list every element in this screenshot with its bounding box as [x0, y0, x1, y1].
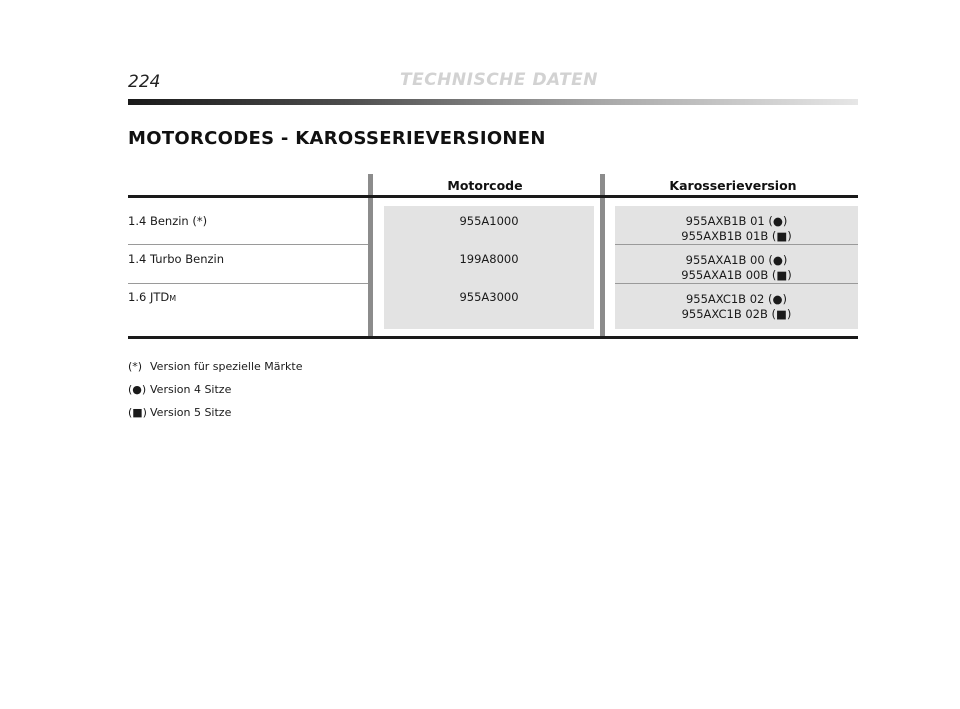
page-number: 224 — [128, 72, 161, 92]
body-version-5-seats: 955AXB1B 01B (■) — [681, 229, 792, 243]
column-divider — [600, 174, 605, 339]
table-row-engine — [128, 252, 363, 268]
footnote-symbol: (■) — [128, 406, 147, 419]
engine-suffix: M — [169, 294, 177, 303]
header-rule — [128, 99, 858, 105]
body-version-cell — [615, 253, 858, 283]
engine-label: 1.6 JTD — [128, 290, 170, 304]
footnote-5-seats — [128, 406, 302, 429]
row-separator — [128, 283, 368, 284]
body-version-4-seats: 955AXA1B 00 (●) — [685, 253, 788, 267]
body-version-cell — [615, 292, 858, 322]
footnote-text: Version 4 Sitze — [150, 383, 232, 396]
footnote-text: Version 5 Sitze — [150, 406, 232, 419]
chapter-title: TECHNISCHE DATEN — [400, 70, 599, 90]
section-title: MOTORCODES - KAROSSERIEVERSIONEN — [128, 128, 546, 149]
body-version-4-seats: 955AXC1B 02 (●) — [685, 292, 788, 306]
body-version-cell — [615, 214, 858, 244]
engine-label: 1.4 Benzin (*) — [128, 214, 208, 228]
column-header-motorcode: Motorcode — [447, 178, 523, 193]
body-version-4-seats: 955AXB1B 01 (●) — [685, 214, 788, 228]
table-row-engine — [128, 214, 363, 230]
footnotes — [128, 360, 302, 429]
table-top-rule — [128, 195, 858, 198]
footnote-4-seats — [128, 383, 302, 406]
footnote-special-markets — [128, 360, 302, 383]
column-header-karosserieversion: Karosserieversion — [669, 178, 797, 193]
column-divider — [368, 174, 373, 339]
row-separator — [128, 244, 368, 245]
motor-code: 955A1000 — [459, 214, 519, 228]
body-version-5-seats: 955AXC1B 02B (■) — [681, 307, 792, 321]
row-separator — [615, 244, 858, 245]
motor-code: 955A3000 — [459, 290, 519, 304]
footnote-text: Version für spezielle Märkte — [150, 360, 303, 373]
engine-label: 1.4 Turbo Benzin — [128, 252, 225, 266]
table-bottom-rule — [128, 336, 858, 339]
row-separator — [615, 283, 858, 284]
footnote-symbol: (*) — [128, 360, 143, 373]
motor-code: 199A8000 — [459, 252, 519, 266]
table-row-engine — [128, 290, 363, 306]
engine-code-table — [128, 174, 858, 342]
footnote-symbol: (●) — [128, 383, 147, 396]
body-version-5-seats: 955AXA1B 00B (■) — [681, 268, 792, 282]
